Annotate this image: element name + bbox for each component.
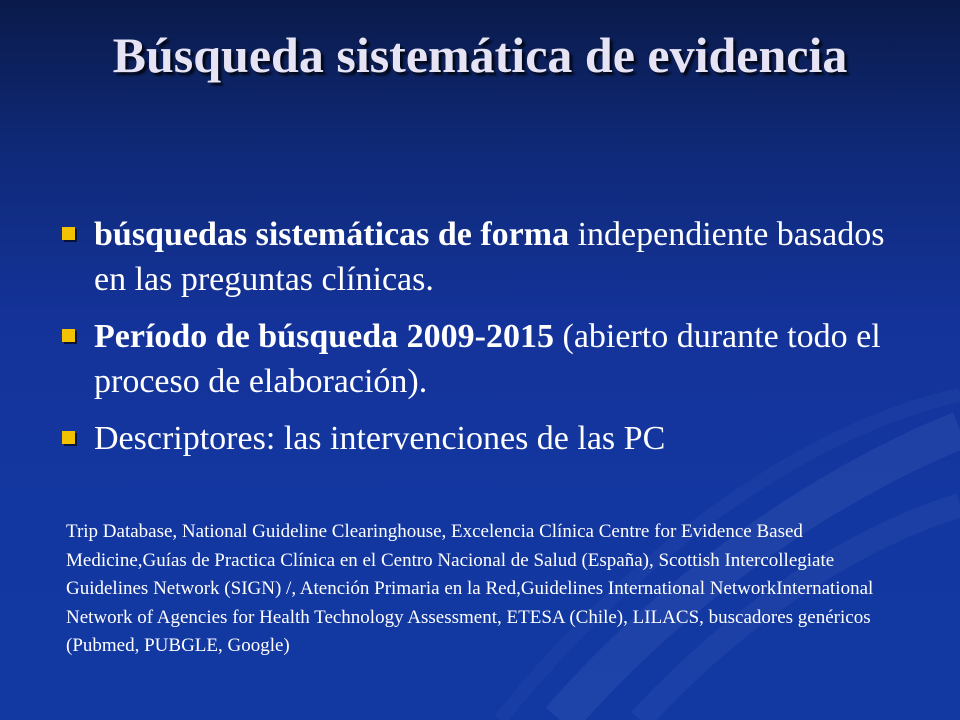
bullet-text: (abierto durante todo el proceso de elaboración). [94,318,881,400]
slide-title: Búsqueda sistemática de evidencia [112,27,848,83]
square-bullet-icon [62,329,75,342]
sources-note: Trip Database, National Guideline Clearinghouse, Excelencia Clínica Centre for Evidence Based Medicine,Guías de Practica Clínica en el Centro Nacional de Salud (España), Scottish Intercollegiate Guidelines Network (SIGN) /, Atención Primaria en la Red,Guidelines International NetworkInternational Network of Agencies for Health Technology Assessment, ETESA (Chile), LILACS, buscadores genéricos (Pubmed, PUBGLE, Google) [66,521,874,656]
bullet-bold-text: Período de búsqueda 2009-2015 [94,318,554,355]
bullet-bold-text: búsquedas sistemáticas de forma [94,216,570,253]
square-bullet-icon [62,227,75,240]
bullet-text: Descriptores: las intervenciones de las PC [94,420,666,457]
bullet-text: independiente basados en las preguntas clínicas. [94,216,885,298]
bullet-list [60,212,920,473]
bullet-item [60,416,920,461]
bullet-item [60,314,920,404]
bullet-item [60,212,920,302]
square-bullet-icon [62,431,75,444]
